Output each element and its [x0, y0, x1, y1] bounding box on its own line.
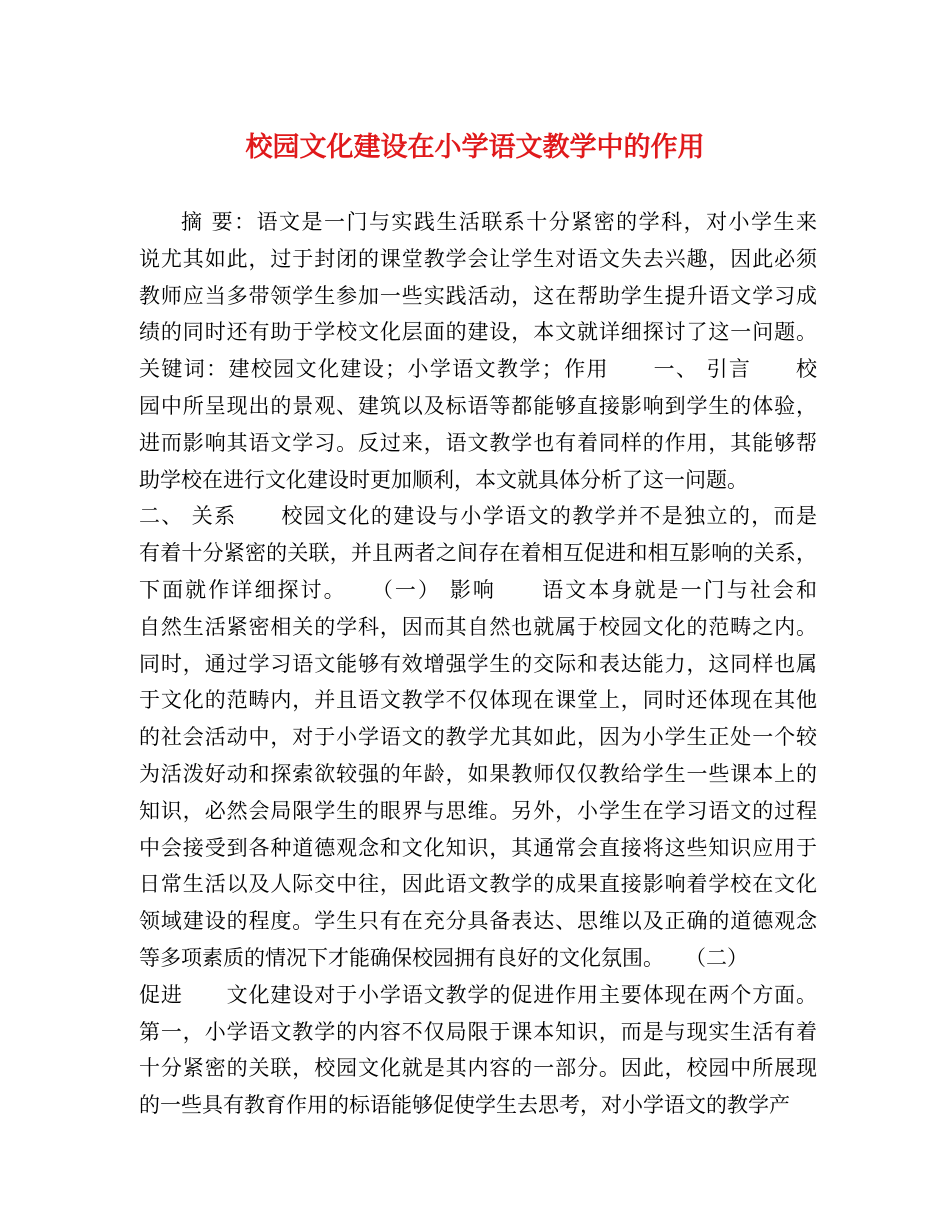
paragraph-line: 领域建设的程度。学生只有在充分具备表达、思维以及正确的道德观念	[139, 909, 817, 934]
paragraph-line: 说尤其如此，过于封闭的课堂教学会让学生对语文失去兴趣，因此必须	[139, 246, 817, 271]
paragraph-line: 园中所呈现出的景观、建筑以及标语等都能够直接影响到学生的体验，	[139, 393, 817, 418]
paragraph-line: 摘 要：语文是一门与实践生活联系十分紧密的学科，对小学生来	[181, 210, 817, 234]
paragraph-line: 进而影响其语文学习。反过来，语文教学也有着同样的作用，其能够帮	[139, 430, 817, 455]
paragraph-line: 第一，小学语文教学的内容不仅局限于课本知识，而是与现实生活有着	[139, 1019, 817, 1044]
document-body	[139, 204, 817, 1124]
paragraph-line: 下面就作详细探讨。 （一） 影响 语文本身就是一门与社会和	[139, 577, 817, 602]
paragraph-line: 关键词：建校园文化建设；小学语文教学；作用 一、 引言 校	[139, 357, 817, 382]
paragraph-line: 等多项素质的情况下才能确保校园拥有良好的文化氛围。 （二）	[139, 945, 748, 970]
paragraph-line: 知识，必然会局限学生的眼界与思维。另外，小学生在学习语文的过程	[139, 798, 817, 823]
paragraph-line: 日常生活以及人际交中往，因此语文教学的成果直接影响着学校在文化	[139, 872, 817, 897]
paragraph-line: 助学校在进行文化建设时更加顺利，本文就具体分析了这一问题。	[139, 467, 748, 492]
paragraph-line: 十分紧密的关联，校园文化就是其内容的一部分。因此，校园中所展现	[139, 1056, 817, 1081]
paragraph-line: 绩的同时还有助于学校文化层面的建设，本文就详细探讨了这一问题。	[139, 320, 817, 345]
paragraph-line: 有着十分紧密的关联，并且两者之间存在着相互促进和相互影响的关系，	[139, 541, 817, 566]
paragraph-line: 的一些具有教育作用的标语能够促使学生去思考，对小学语文的教学产	[139, 1093, 790, 1118]
paragraph-line: 自然生活紧密相关的学科，因而其自然也就属于校园文化的范畴之内。	[139, 614, 817, 639]
document-title: 校园文化建设在小学语文教学中的作用	[245, 132, 705, 163]
paragraph-line: 促进 文化建设对于小学语文教学的促进作用主要体现在两个方面。	[139, 982, 817, 1007]
paragraph-line: 于文化的范畴内，并且语文教学不仅体现在课堂上，同时还体现在其他	[139, 688, 817, 713]
paragraph-line: 教师应当多带领学生参加一些实践活动，这在帮助学生提升语文学习成	[139, 283, 817, 308]
paragraph-line: 中会接受到各种道德观念和文化知识，其通常会直接将这些知识应用于	[139, 835, 817, 860]
paragraph-line: 二、 关系 校园文化的建设与小学语文的教学并不是独立的，而是	[139, 504, 817, 529]
paragraph-line: 同时，通过学习语文能够有效增强学生的交际和表达能力，这同样也属	[139, 651, 817, 676]
paragraph-line: 为活泼好动和探索欲较强的年龄，如果教师仅仅教给学生一些课本上的	[139, 761, 817, 786]
paragraph-line: 的社会活动中，对于小学语文的教学尤其如此，因为小学生正处一个较	[139, 725, 817, 750]
